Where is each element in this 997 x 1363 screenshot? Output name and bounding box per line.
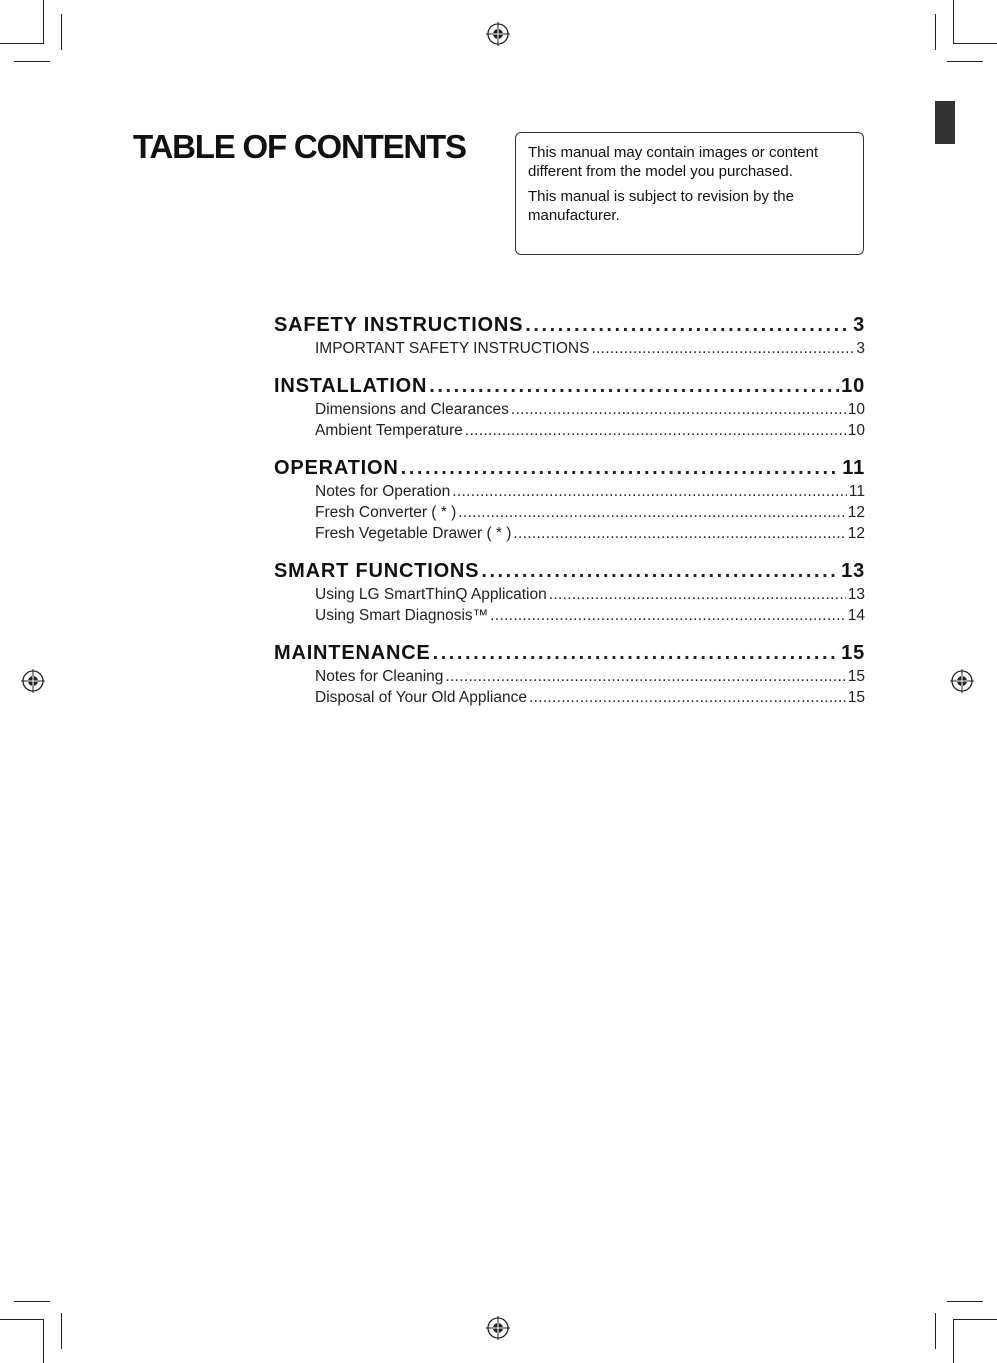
toc-subentry-title: IMPORTANT SAFETY INSTRUCTIONS xyxy=(315,340,590,357)
toc-section xyxy=(274,558,865,626)
toc-subentry-page: 15 xyxy=(847,689,865,706)
dot-leader xyxy=(458,502,845,523)
crop-mark xyxy=(953,43,997,44)
toc-subentry-title: Disposal of Your Old Appliance xyxy=(315,689,527,706)
toc-entry-page: 10 xyxy=(841,375,865,397)
toc-subentry[interactable] xyxy=(274,338,865,359)
toc-subentry-page: 12 xyxy=(847,525,865,542)
toc-entry-page: 13 xyxy=(841,560,865,582)
toc-subentry-page: 3 xyxy=(856,340,865,357)
chapter-edge-tab xyxy=(935,101,955,144)
toc-subentry-title: Ambient Temperature xyxy=(315,422,463,439)
toc-entry[interactable] xyxy=(274,558,865,584)
toc-subentry-page: 10 xyxy=(847,422,865,439)
dot-leader xyxy=(465,420,846,441)
toc-entry-title: SMART FUNCTIONS xyxy=(274,560,480,582)
crop-mark xyxy=(935,14,936,50)
crop-mark xyxy=(947,61,983,62)
toc-subentry-title: Fresh Converter ( * ) xyxy=(315,504,457,521)
crop-mark xyxy=(0,1319,44,1320)
dot-leader xyxy=(401,455,841,481)
toc-subentry[interactable] xyxy=(274,420,865,441)
crop-mark xyxy=(14,1301,50,1302)
crop-mark xyxy=(43,1319,44,1363)
dot-leader xyxy=(445,666,845,687)
crop-mark xyxy=(953,0,954,44)
registration-mark-icon xyxy=(21,669,45,693)
toc-subentry-title: Dimensions and Clearances xyxy=(315,401,509,418)
dot-leader xyxy=(511,399,846,420)
dot-leader xyxy=(529,687,846,708)
toc-subentry-title: Using Smart Diagnosis™ xyxy=(315,607,489,624)
toc-subentry-page: 11 xyxy=(848,483,865,500)
toc-section xyxy=(274,373,865,441)
registration-mark-icon xyxy=(950,669,974,693)
dot-leader xyxy=(452,481,847,502)
notice-text: This manual may contain images or content different from the model you purchased. xyxy=(528,144,819,180)
crop-mark xyxy=(935,1313,936,1349)
toc-subentry-title: Notes for Operation xyxy=(315,483,451,500)
dot-leader xyxy=(549,584,846,605)
crop-mark xyxy=(14,61,50,62)
toc-subentry[interactable] xyxy=(274,605,865,626)
crop-mark xyxy=(43,0,44,44)
notice-text: This manual is subject to revision by the manufacturer. xyxy=(528,188,794,224)
toc-subentry-page: 14 xyxy=(847,607,865,624)
registration-mark-icon xyxy=(486,1316,510,1340)
toc-subentry[interactable] xyxy=(274,584,865,605)
toc-entry-title: SAFETY INSTRUCTIONS xyxy=(274,314,524,336)
toc-entry-title: OPERATION xyxy=(274,457,399,479)
toc-entry[interactable] xyxy=(274,455,865,481)
toc-entry-title: MAINTENANCE xyxy=(274,642,431,664)
crop-mark xyxy=(0,43,44,44)
dot-leader xyxy=(433,640,840,666)
notice-box xyxy=(515,132,864,255)
dot-leader xyxy=(591,338,854,359)
crop-mark xyxy=(947,1301,983,1302)
dot-leader xyxy=(429,373,839,399)
toc-subentry-page: 12 xyxy=(847,504,865,521)
registration-mark-icon xyxy=(486,22,510,46)
crop-mark xyxy=(953,1319,954,1363)
toc-section xyxy=(274,312,865,359)
dot-leader xyxy=(481,558,839,584)
toc-subentry[interactable] xyxy=(274,502,865,523)
toc-entry-page: 11 xyxy=(842,457,865,479)
toc-entry[interactable] xyxy=(274,640,865,666)
crop-mark xyxy=(953,1319,997,1320)
dot-leader xyxy=(525,312,851,338)
dot-leader xyxy=(490,605,846,626)
toc-subentry-title: Using LG SmartThinQ Application xyxy=(315,586,547,603)
toc-subentry[interactable] xyxy=(274,687,865,708)
toc-entry[interactable] xyxy=(274,312,865,338)
crop-mark xyxy=(61,1313,62,1349)
toc-subentry-title: Fresh Vegetable Drawer ( * ) xyxy=(315,525,512,542)
page-title: TABLE OF CONTENTS xyxy=(133,128,466,165)
toc-subentry-page: 13 xyxy=(847,586,865,603)
toc-entry-page: 15 xyxy=(841,642,865,664)
toc-subentry[interactable] xyxy=(274,523,865,544)
toc-entry-title: INSTALLATION xyxy=(274,375,428,397)
toc-entry[interactable] xyxy=(274,373,865,399)
table-of-contents xyxy=(274,312,865,722)
toc-section xyxy=(274,640,865,708)
toc-subentry-title: Notes for Cleaning xyxy=(315,668,444,685)
toc-subentry-page: 10 xyxy=(847,401,865,418)
toc-subentry[interactable] xyxy=(274,481,865,502)
crop-mark xyxy=(61,14,62,50)
dot-leader xyxy=(513,523,845,544)
toc-section xyxy=(274,455,865,544)
toc-subentry[interactable] xyxy=(274,399,865,420)
toc-entry-page: 3 xyxy=(853,314,865,336)
toc-subentry[interactable] xyxy=(274,666,865,687)
toc-subentry-page: 15 xyxy=(847,668,865,685)
